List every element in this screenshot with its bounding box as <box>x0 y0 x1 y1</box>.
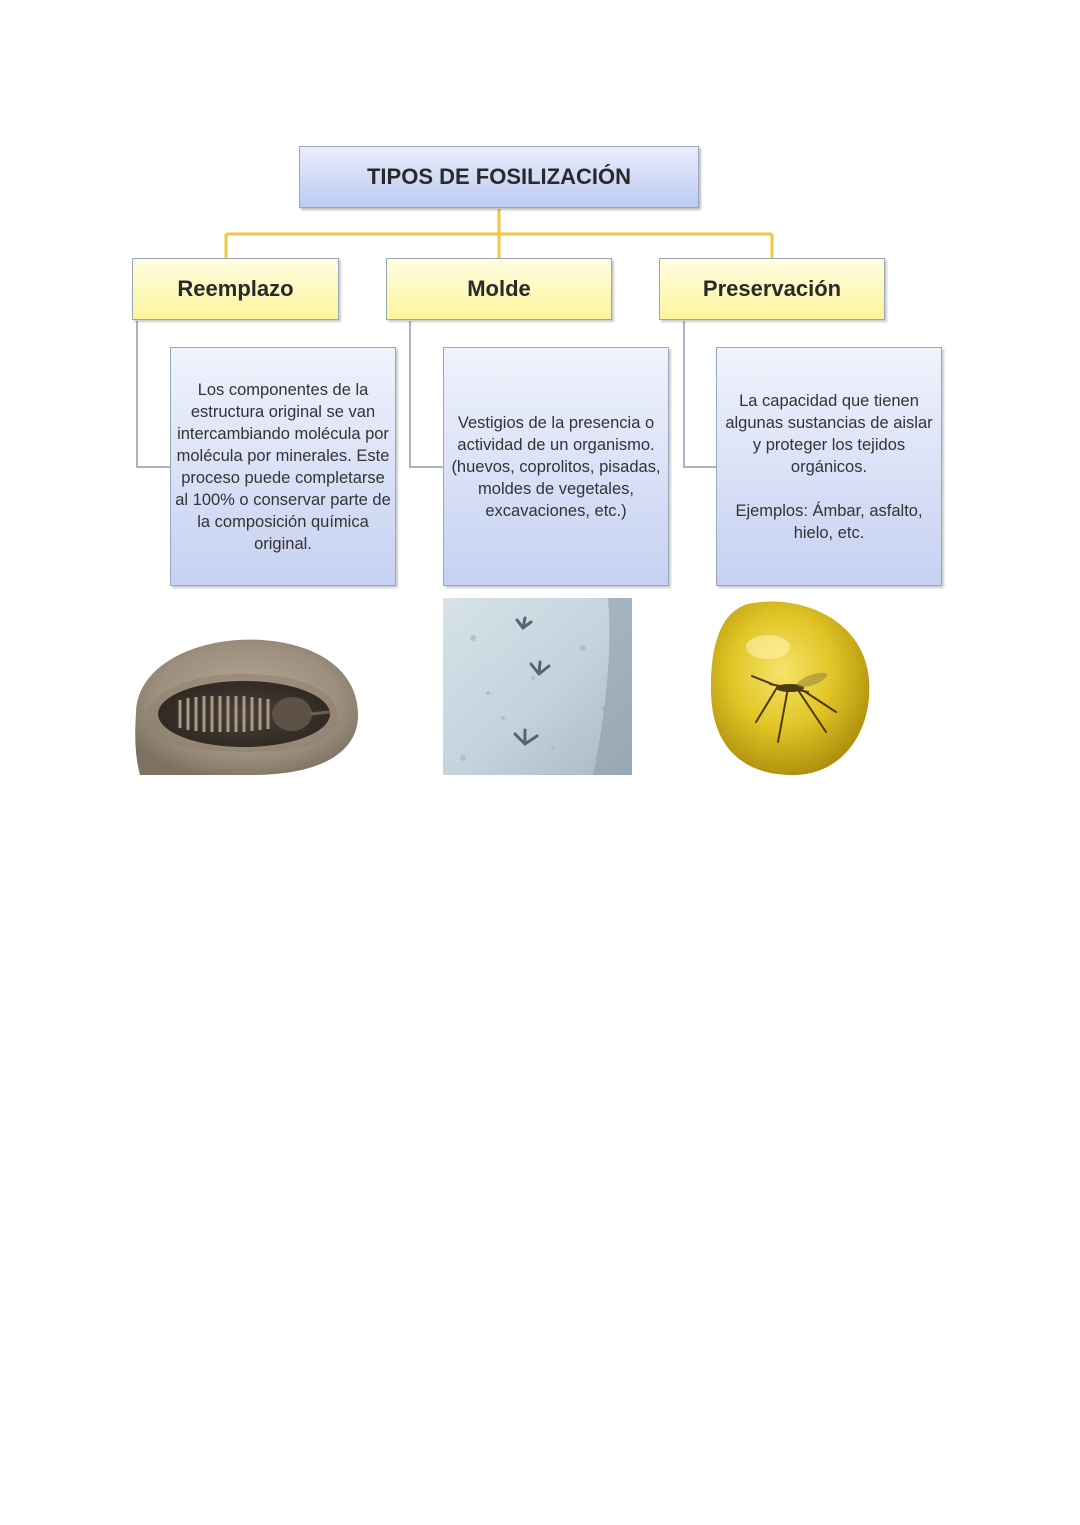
category-preservacion: Preservación <box>659 258 885 320</box>
title-connectors <box>226 209 772 258</box>
description-molde <box>443 347 669 586</box>
description-text: Los componentes de la estructura original se van intercambiando molécula por molécula por minerales. Este proceso puede completarse al 100% o conservar parte de la composición química original. <box>175 380 391 553</box>
diagram-title: TIPOS DE FOSILIZACIÓN <box>299 146 699 208</box>
description-preservacion <box>716 347 942 586</box>
amber-insect-image <box>708 592 872 775</box>
category-reemplazo: Reemplazo <box>132 258 339 320</box>
trilobite-fossil-image <box>132 622 360 775</box>
description-text: Vestigios de la presencia o actividad de un organismo. (huevos, coprolitos, pisadas, moldes de vegetales, excavaciones, etc.) <box>451 413 661 520</box>
examples-text: Ejemplos: Ámbar, asfalto, hielo, etc. <box>735 501 923 542</box>
footprints-rock-image <box>443 598 632 775</box>
description-reemplazo <box>170 347 396 586</box>
description-text: La capacidad que tienen algunas sustancias de aislar y proteger los tejidos orgánicos. <box>725 391 933 476</box>
category-molde: Molde <box>386 258 612 320</box>
